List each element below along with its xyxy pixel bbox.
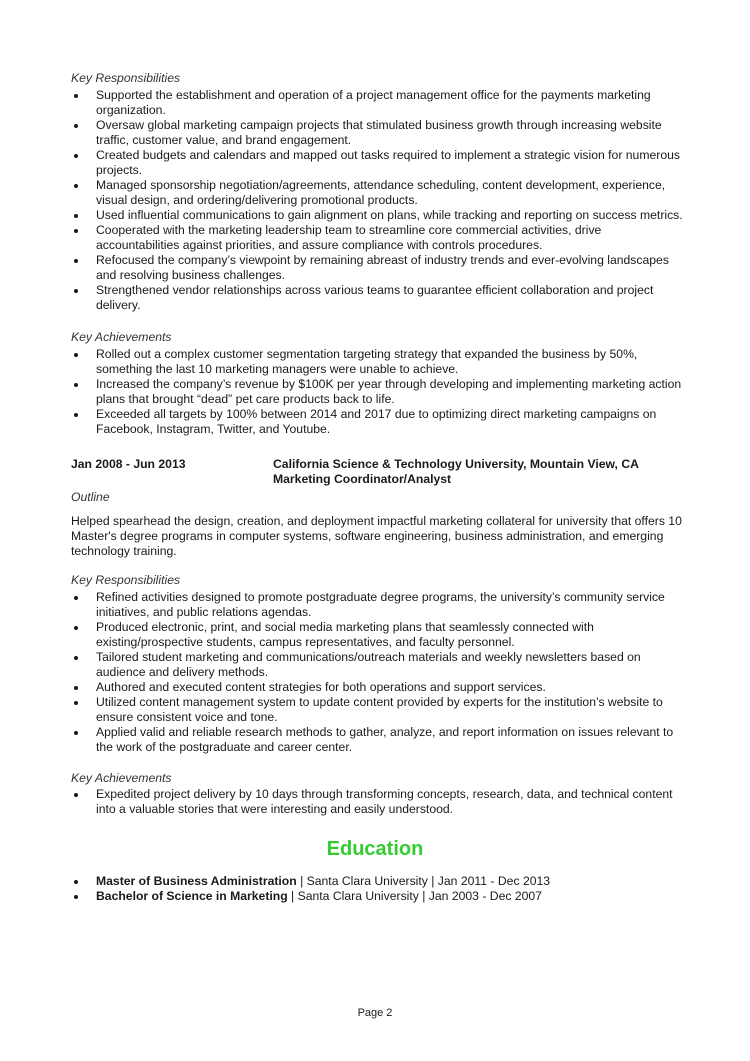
job1-achievements-label: Key Achievements	[71, 330, 172, 344]
job2-title: Marketing Coordinator/Analyst	[273, 472, 452, 486]
list-item: Managed sponsorship negotiation/agreements, attendance scheduling, content development, experience, visual design, and ordering/delivering promotional products.	[71, 178, 683, 208]
degree-details: | Santa Clara University | Jan 2011 - Dec 2013	[296, 874, 551, 888]
job1-achievements-list	[71, 347, 683, 437]
list-item: Used influential communications to gain alignment on plans, while tracking and reporting on success metrics.	[71, 208, 683, 223]
list-item: Cooperated with the marketing leadership team to streamline core commercial activities, drive accountabilities against priorities, and assure compliance with controls procedures.	[71, 223, 683, 253]
list-item: Oversaw global marketing campaign projects that stimulated business growth through increasing website traffic, customer value, and brand engagement.	[71, 118, 683, 148]
section-title-education: Education	[326, 838, 424, 860]
list-item: Tailored student marketing and communications/outreach materials and weekly newsletters based on audience and delivery methods.	[71, 650, 683, 680]
job2-responsibilities-list	[71, 590, 683, 755]
list-item: Expedited project delivery by 10 days through transforming concepts, research, data, and technical content into a valuable stories that were interesting and easily understood.	[71, 787, 683, 817]
job2-dates: Jan 2008 - Jun 2013	[71, 457, 186, 471]
degree-name: Master of Business Administration	[96, 874, 297, 888]
job2-company: California Science & Technology University, Mountain View, CA	[273, 457, 639, 471]
list-item: Produced electronic, print, and social media marketing plans that seamlessly connected with existing/prospective students, campus representatives, and faculty personnel.	[71, 620, 683, 650]
list-item	[71, 889, 683, 904]
list-item: Refined activities designed to promote postgraduate degree programs, the university’s community service initiatives, and public relations agendas.	[71, 590, 683, 620]
list-item: Exceeded all targets by 100% between 2014 and 2017 due to optimizing direct marketing campaigns on Facebook, Instagram, Twitter, and Youtube.	[71, 407, 683, 437]
list-item: Increased the company’s revenue by $100K per year through developing and implementing marketing action plans that brought “dead” pet care products back to life.	[71, 377, 683, 407]
job2-responsibilities-label: Key Responsibilities	[71, 573, 181, 587]
job1-responsibilities-list	[71, 88, 683, 313]
education-list	[71, 874, 683, 904]
list-item	[71, 874, 683, 889]
degree-name: Bachelor of Science in Marketing	[96, 889, 288, 903]
list-item: Utilized content management system to update content provided by experts for the institution’s website to ensure consistent voice and tone.	[71, 695, 683, 725]
list-item: Refocused the company’s viewpoint by remaining abreast of industry trends and ever-evolving landscapes and resolving business challenges.	[71, 253, 683, 283]
job2-achievements-list	[71, 787, 683, 817]
page-number: Page 2	[357, 1007, 393, 1019]
list-item: Strengthened vendor relationships across various teams to guarantee efficient collaboration and project delivery.	[71, 283, 683, 313]
job2-outline-label: Outline	[71, 490, 110, 504]
job2-achievements-label: Key Achievements	[71, 771, 172, 785]
list-item: Authored and executed content strategies for both operations and support services.	[71, 680, 683, 695]
list-item: Rolled out a complex customer segmentation targeting strategy that expanded the business by 50%, something the last 10 marketing managers were unable to achieve.	[71, 347, 683, 377]
job1-responsibilities-label: Key Responsibilities	[71, 71, 181, 85]
degree-details: | Santa Clara University | Jan 2003 - Dec 2007	[287, 889, 542, 903]
list-item: Applied valid and reliable research methods to gather, analyze, and report information on issues relevant to the work of the postgraduate and career center.	[71, 725, 683, 755]
list-item: Created budgets and calendars and mapped out tasks required to implement a strategic vision for numerous projects.	[71, 148, 683, 178]
job2-outline: Helped spearhead the design, creation, and deployment impactful marketing collateral for university that offers 10 Master's degree programs in computer systems, software engineering, business administration, and emerging technology training.	[71, 514, 682, 558]
list-item: Supported the establishment and operation of a project management office for the payments marketing organization.	[71, 88, 683, 118]
